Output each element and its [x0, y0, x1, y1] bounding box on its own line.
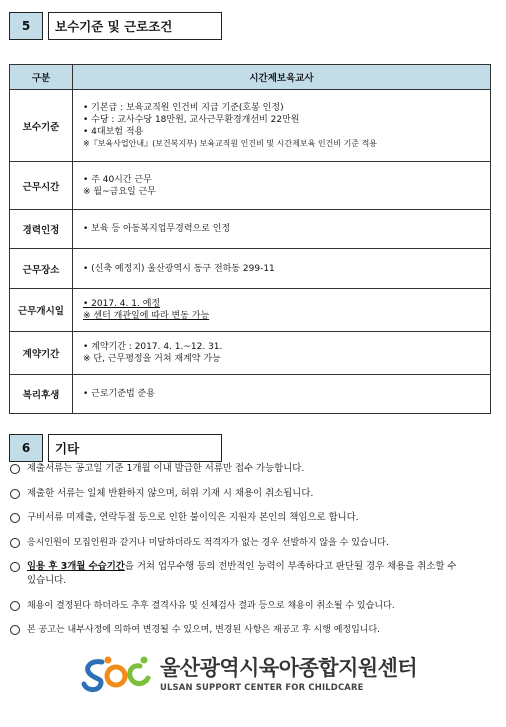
- list-item: [10, 560, 494, 588]
- header-value: 시간제보육교사: [73, 65, 491, 90]
- content-line: • 보육 등 아동복지업무경력으로 인정: [83, 224, 231, 234]
- content-line: • 주 40시간 근무: [83, 174, 152, 185]
- working-conditions-table: [9, 64, 491, 414]
- row-content: [73, 289, 491, 332]
- org-name-ko: 울산광역시육아종합지원센터: [160, 656, 418, 680]
- content-line: ※ 월~금요일 근무: [83, 186, 156, 197]
- row-content: [73, 162, 491, 210]
- content-line: • 계약기간 : 2017. 4. 1.~12. 31.: [83, 342, 223, 352]
- content-line: • (신축 예정지) 울산광역시 동구 전하동 299-11: [83, 263, 275, 274]
- note-emphasis: 임용 후 3개월 수습기간: [27, 561, 125, 572]
- table-row-welfare: [10, 375, 491, 414]
- content-line: ※ 센터 개관일에 따라 변동 가능: [83, 311, 210, 321]
- row-label: 근무개시일: [10, 289, 73, 332]
- note-text: 응시인원이 모집인원과 같거나 미달하더라도 적격자가 없는 경우 선발하지 않을 수 있습니다.: [27, 537, 389, 548]
- table-row-start-date: [10, 289, 491, 332]
- note-text-rest: 을 거쳐 업무수행 등의 전반적인 능력이 부족하다고 판단될 경우 채용을 취소할 수 있습니다.: [27, 561, 457, 586]
- circle-bullet-icon: [10, 625, 20, 635]
- section-5-header: [9, 12, 222, 40]
- table-header-row: [10, 65, 491, 90]
- content-line: • 4대보험 적용: [83, 126, 144, 137]
- list-item: [10, 462, 494, 476]
- content-line: • 2017. 4. 1. 예정: [83, 299, 161, 309]
- row-content: [73, 210, 491, 249]
- note-text: 본 공고는 내부사정에 의하여 변경될 수 있으며, 변경된 사항은 재공고 후 시행 예정입니다.: [27, 625, 381, 635]
- list-item: [10, 536, 494, 550]
- note-text: 제출한 서류는 일체 반환하지 않으며, 허위 기재 시 채용이 취소됩니다.: [27, 487, 314, 499]
- content-line: ※『보육사업안내』(보건복지부) 보육교직원 인건비 및 시간제보육 인건비 기준 적용: [83, 138, 378, 148]
- row-label: 계약기간: [10, 332, 73, 375]
- section-6-header: [9, 434, 222, 462]
- row-label: 경력인정: [10, 210, 73, 249]
- row-content: [73, 90, 491, 162]
- section-number: 6: [9, 434, 43, 462]
- list-item: [10, 623, 494, 637]
- table-row-salary: [10, 90, 491, 162]
- section-number: 5: [9, 12, 43, 40]
- notes-list: [10, 462, 494, 648]
- note-text: 채용이 결정된다 하더라도 추후 결격사유 및 신체검사 결과 등으로 채용이 취소될 수 있습니다.: [27, 600, 395, 611]
- table-row-career: [10, 210, 491, 249]
- org-logo: [80, 654, 154, 694]
- list-item: [10, 599, 494, 613]
- list-item: [10, 487, 494, 501]
- circle-bullet-icon: [10, 489, 20, 499]
- org-name-en: ULSAN SUPPORT CENTER FOR CHILDCARE: [160, 682, 364, 692]
- section-title: 기타: [48, 434, 222, 462]
- note-text: 구비서류 미제출, 연락두절 등으로 인한 불이익은 지원자 본인의 책임으로 합니다.: [27, 512, 359, 523]
- footer-text: [160, 656, 417, 692]
- content-line: • 근로기준법 준용: [83, 389, 155, 399]
- content-line: • 수당 : 교사수당 18만원, 교사근무환경개선비 22만원: [83, 114, 300, 125]
- row-content: [73, 375, 491, 414]
- circle-bullet-icon: [10, 538, 20, 548]
- row-label: 복리후생: [10, 375, 73, 414]
- table-row-hours: [10, 162, 491, 210]
- circle-bullet-icon: [10, 601, 20, 611]
- section-title: 보수기준 및 근로조건: [48, 12, 222, 40]
- footer: [80, 654, 417, 694]
- table-row-contract: [10, 332, 491, 375]
- content-line: • 기본급 : 보육교직원 인건비 지급 기준(호봉 인정): [83, 102, 284, 113]
- content-line: ※ 단, 근무평정을 거쳐 재계약 가능: [83, 354, 221, 364]
- circle-bullet-icon: [10, 464, 20, 474]
- row-label: 보수기준: [10, 90, 73, 162]
- circle-bullet-icon: [10, 562, 20, 572]
- row-label: 근무시간: [10, 162, 73, 210]
- row-label: 근무장소: [10, 249, 73, 289]
- org-logo-icon: [80, 654, 154, 694]
- note-text: [27, 560, 494, 588]
- row-content: [73, 332, 491, 375]
- table-row-location: [10, 249, 491, 289]
- row-content: [73, 249, 491, 289]
- note-text: 제출서류는 공고일 기준 1개월 이내 발급한 서류만 접수 가능합니다.: [27, 463, 305, 474]
- header-label: 구분: [10, 65, 73, 90]
- circle-bullet-icon: [10, 513, 20, 523]
- list-item: [10, 511, 494, 525]
